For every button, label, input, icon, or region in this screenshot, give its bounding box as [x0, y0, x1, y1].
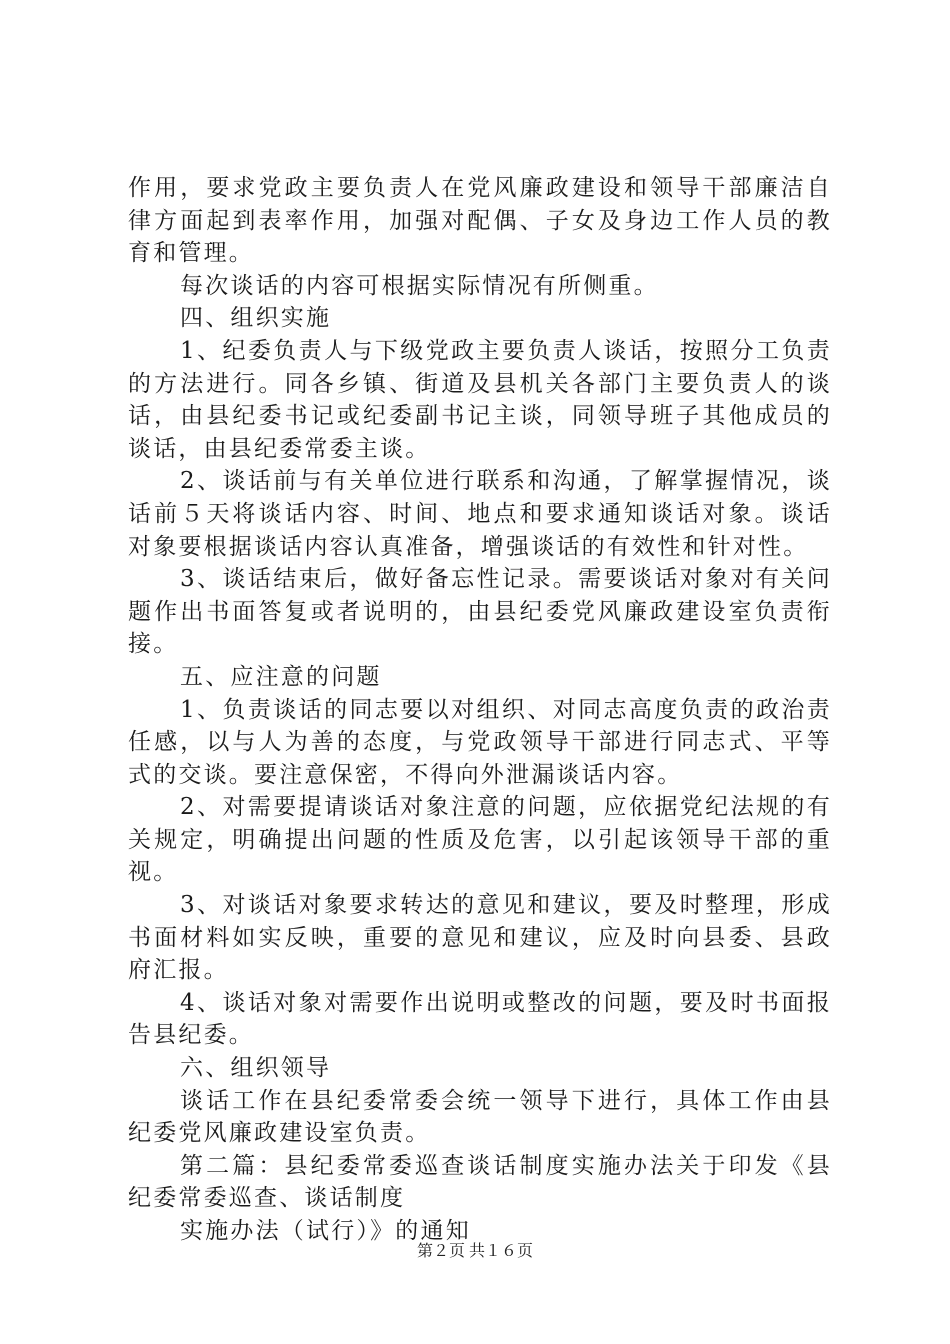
page-footer — [0, 1242, 950, 1262]
page-number-label: 第２页 共１６页 — [416, 1243, 533, 1260]
article-title-continued: 实施办法（试行）》的通知 — [180, 1218, 471, 1244]
article-title: 第二篇：县纪委常委巡查谈话制度实施办法关于印发《县纪委常委巡查、谈话制度 — [128, 1152, 832, 1212]
section-heading: 五、应注意的问题 — [180, 663, 382, 690]
paragraph: 1、负责谈话的同志要以对组织、对同志高度负责的政治责任感，以与人为善的态度，与党政领导干部进行同志式、平等式的交谈。要注意保密，不得向外泄漏谈话内容。 — [128, 696, 832, 788]
paragraph: 每次谈话的内容可根据实际情况有所侧重。 — [180, 272, 659, 299]
paragraph: 1、纪委负责人与下级党政主要负责人谈话，按照分工负责的方法进行。同各乡镇、街道及县机关各部门主要负责人的谈话，由县纪委书记或纪委副书记主谈，同领导班子其他成员的谈话，由县纪委常委主谈。 — [128, 337, 832, 462]
paragraph: 4、谈话对象对需要作出说明或整改的问题，要及时书面报告县纪委。 — [128, 989, 832, 1049]
paragraph: 谈话工作在县纪委常委会统一领导下进行，具体工作由县纪委党风廉政建设室负责。 — [128, 1087, 832, 1147]
paragraph: 作用，要求党政主要负责人在党风廉政建设和领导干部廉洁自律方面起到表率作用，加强对配偶、子女及身边工作人员的教育和管理。 — [128, 175, 832, 267]
paragraph: 2、对需要提请谈话对象注意的问题，应依据党纪法规的有关规定，明确提出问题的性质及危害，以引起该领导干部的重视。 — [128, 794, 832, 886]
paragraph: 3、谈话结束后，做好备忘性记录。需要谈话对象对有关问题作出书面答复或者说明的，由县纪委党风廉政建设室负责衔接。 — [128, 566, 832, 658]
document-body — [128, 172, 832, 1248]
section-heading: 六、组织领导 — [180, 1055, 332, 1082]
section-heading: 四、组织实施 — [180, 305, 332, 332]
paragraph: 2、谈话前与有关单位进行联系和沟通，了解掌握情况，谈话前５天将谈话内容、时间、地点和要求通知谈话对象。谈话对象要根据谈话内容认真准备，增强谈话的有效性和针对性。 — [128, 468, 832, 560]
paragraph: 3、对谈话对象要求转达的意见和建议，要及时整理，形成书面材料如实反映，重要的意见和建议，应及时向县委、县政府汇报。 — [128, 892, 832, 984]
